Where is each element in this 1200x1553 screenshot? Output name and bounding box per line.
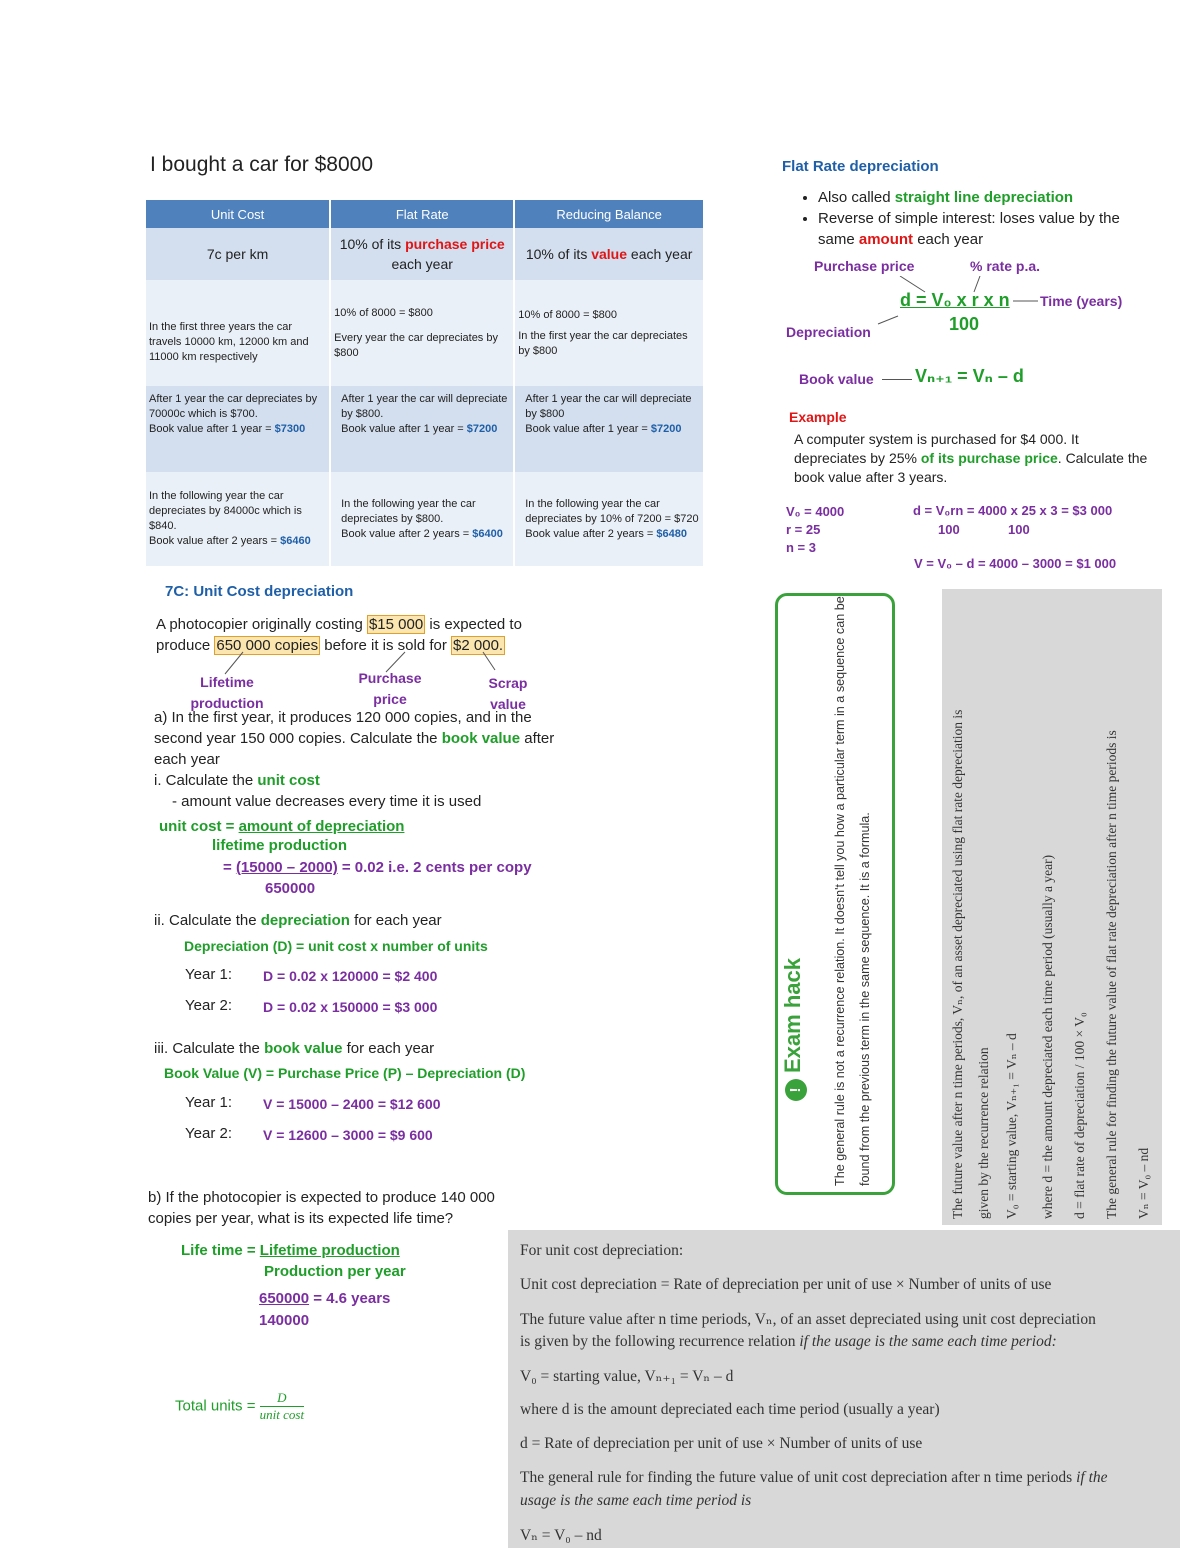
bv-year1-label: Year 1: bbox=[185, 1094, 232, 1111]
header-reducing-balance: Reducing Balance bbox=[514, 200, 704, 228]
cell: After 1 year the car will depreciate by $800 Book value after 1 year = $7200 bbox=[514, 386, 704, 472]
flat-rate-heading: Flat Rate depreciation bbox=[782, 158, 939, 175]
table-row bbox=[146, 386, 704, 472]
cell: After 1 year the car depreciates by 70000c which is $700. Book value after 1 year = $7300 bbox=[146, 386, 330, 472]
unit-box-line2: Unit cost depreciation = Rate of depreciation per unit of use × Number of units of use bbox=[520, 1276, 1052, 1293]
flat-box-line4: where d = the amount depreciated each time period (usually a year) bbox=[1040, 854, 1055, 1219]
unit-box-line7: d = Rate of depreciation per unit of use × Number of units of use bbox=[520, 1435, 923, 1452]
year1-label: Year 1: bbox=[185, 966, 232, 983]
table-row bbox=[146, 472, 704, 566]
year2-calc: D = 0.02 x 150000 = $3 000 bbox=[263, 999, 438, 1015]
unit-cost-heading: 7C: Unit Cost depreciation bbox=[165, 583, 354, 600]
table-row bbox=[146, 280, 704, 386]
lightbulb-icon: ! bbox=[785, 1079, 807, 1101]
unit-box-line1: For unit cost depreciation: bbox=[520, 1242, 684, 1259]
year2-label: Year 2: bbox=[185, 997, 232, 1014]
header-flat-rate: Flat Rate bbox=[330, 200, 514, 228]
cell: After 1 year the car will depreciate by $800. Book value after 1 year = $7200 bbox=[330, 386, 514, 472]
label-time: Time (years) bbox=[1040, 293, 1123, 309]
lifetime-calc: 650000 = 4.6 years 140000 bbox=[259, 1290, 391, 1329]
cell: 10% of its purchase price each year bbox=[330, 228, 514, 280]
exam-hack-title: !Exam hack bbox=[780, 958, 807, 1101]
list-item: • Also called straight line depreciation bbox=[818, 187, 1158, 208]
divider bbox=[882, 379, 912, 380]
flat-rate-bullets bbox=[800, 187, 1158, 250]
flat-rate-rules-box bbox=[942, 589, 1162, 1225]
cell: 10% of 8000 = $800 In the first year the car depreciates by $800 bbox=[514, 280, 704, 386]
example-givens: V₀ = 4000 r = 25 n = 3 bbox=[786, 504, 845, 555]
table-row bbox=[146, 228, 704, 280]
comparison-table bbox=[146, 200, 705, 566]
bv-year2-label: Year 2: bbox=[185, 1125, 232, 1142]
exam-hack-box bbox=[775, 593, 895, 1195]
example-v-calc: V = V₀ – d = 4000 – 3000 = $1 000 bbox=[914, 556, 1117, 571]
header-unit-cost: Unit Cost bbox=[146, 200, 330, 228]
year1-calc: D = 0.02 x 120000 = $2 400 bbox=[263, 968, 438, 984]
example-d-denominator-2: 100 bbox=[1008, 522, 1030, 537]
question-b: b) If the photocopier is expected to produce 140 000 copies per year, what is its expected life time? bbox=[148, 1189, 495, 1227]
example-label: Example bbox=[789, 409, 847, 425]
unit-cost-calc: = (15000 – 2000) = 0.02 i.e. 2 cents per copy 650000 bbox=[223, 859, 532, 897]
unit-box-line8: The general rule for finding the future value of unit cost depreciation after n time periods if the bbox=[520, 1469, 1108, 1486]
lifetime-formula: Life time = Lifetime production Production per year bbox=[181, 1242, 406, 1280]
book-value-recurrence: Vₙ₊₁ = Vₙ – d bbox=[915, 366, 1024, 386]
example-text: A computer system is purchased for $4 000. It depreciates by 25% of its purchase price. Calculate the book value after 3 years. bbox=[794, 431, 1148, 485]
flat-box-line7: Vₙ = V₀ – nd bbox=[1136, 1147, 1151, 1219]
flat-box-line6: The general rule for finding the future value of flat rate depreciation after n time periods is bbox=[1104, 730, 1119, 1219]
flat-rate-formula-denominator: 100 bbox=[949, 314, 980, 334]
label-rate: % rate p.a. bbox=[970, 258, 1041, 274]
exam-hack-line1: The general rule is not a recurrence relation. It doesn't tell you how a particular term in a sequence can be bbox=[833, 596, 847, 1186]
bv-year2-calc: V = 12600 – 3000 = $9 600 bbox=[263, 1127, 433, 1143]
label-lifetime-production: Lifetime production bbox=[190, 674, 264, 711]
example-d-denominator-1: 100 bbox=[938, 522, 960, 537]
bv-year1-calc: V = 15000 – 2400 = $12 600 bbox=[263, 1096, 441, 1112]
unit-box-line4: is given by the following recurrence relation if the usage is the same each time period: bbox=[520, 1333, 1057, 1350]
unit-cost-formula: unit cost = amount of depreciation lifetime production bbox=[159, 818, 405, 854]
unit-box-line9: usage is the same each time period is bbox=[520, 1492, 752, 1509]
example-d-calc: d = V₀rn = 4000 x 25 x 3 = $3 000 bbox=[913, 503, 1113, 518]
page-title: I bought a car for $8000 bbox=[150, 153, 373, 176]
cell: 10% of 8000 = $800 Every year the car depreciates by $800 bbox=[330, 280, 514, 386]
cell: 10% of its value each year bbox=[514, 228, 704, 280]
unit-cost-rules-box bbox=[508, 1230, 1180, 1548]
question-a: a) In the first year, it produces 120 000 copies, and in the second year 150 000 copies. Calculate the book value after each year i. Calculate the unit cost - amount value decreases every time it is used bbox=[154, 709, 555, 810]
unit-box-line5: V₀ = starting value, Vₙ₊₁ = Vₙ – d bbox=[520, 1368, 734, 1385]
list-item: • Reverse of simple interest: loses value by the same amount each year bbox=[818, 208, 1158, 250]
question-ii: ii. Calculate the depreciation for each year bbox=[154, 912, 442, 929]
unit-box-line3: The future value after n time periods, Vₙ, of an asset depreciated using unit cost depreciation bbox=[520, 1311, 1096, 1328]
question-iii: iii. Calculate the book value for each year bbox=[154, 1040, 435, 1057]
total-units-formula: Total units = D unit cost bbox=[175, 1390, 305, 1422]
cell: In the following year the car depreciates by 84000c which is $840. Book value after 2 years = $6460 bbox=[146, 472, 330, 566]
cell: In the following year the car depreciates by $800. Book value after 2 years = $6400 bbox=[330, 472, 514, 566]
flat-box-line2: given by the recurrence relation bbox=[976, 1047, 991, 1219]
unit-cost-intro: A photocopier originally costing $15 000 is expected to produce 650 000 copies before it is sold for $2 000. bbox=[156, 616, 522, 654]
unit-box-line6: where d is the amount depreciated each time period (usually a year) bbox=[520, 1401, 940, 1418]
unit-box-line10: Vₙ = V₀ – nd bbox=[520, 1527, 602, 1544]
flat-box-line3: V₀ = starting value, Vₙ₊₁ = Vₙ – d bbox=[1004, 1033, 1019, 1219]
flat-box-line5: d = flat rate of depreciation / 100 × V₀ bbox=[1072, 1012, 1087, 1219]
depreciation-formula: Depreciation (D) = unit cost x number of units bbox=[184, 938, 488, 954]
label-purchase-price: Purchase price bbox=[358, 670, 422, 707]
flat-box-line1: The future value after n time periods, Vₙ, of an asset depreciated using flat rate depreciation is bbox=[950, 709, 965, 1219]
flat-rate-formula: d = V₀ x r x n bbox=[900, 290, 1010, 310]
label-book-value: Book value bbox=[799, 371, 874, 387]
exam-hack-line2: found from the previous term in the same sequence. It is a formula. bbox=[858, 812, 872, 1186]
book-value-formula: Book Value (V) = Purchase Price (P) – Depreciation (D) bbox=[164, 1065, 526, 1081]
cell: 7c per km bbox=[146, 228, 330, 280]
label-purchase-price-flat: Purchase price bbox=[814, 258, 915, 274]
cell: In the following year the car depreciates by 10% of 7200 = $720 Book value after 2 years = $6480 bbox=[514, 472, 704, 566]
label-scrap-value: Scrap value bbox=[488, 675, 528, 712]
cell: In the first three years the car travels 10000 km, 12000 km and 11000 km respectively bbox=[146, 280, 330, 386]
label-depreciation: Depreciation bbox=[786, 324, 871, 340]
